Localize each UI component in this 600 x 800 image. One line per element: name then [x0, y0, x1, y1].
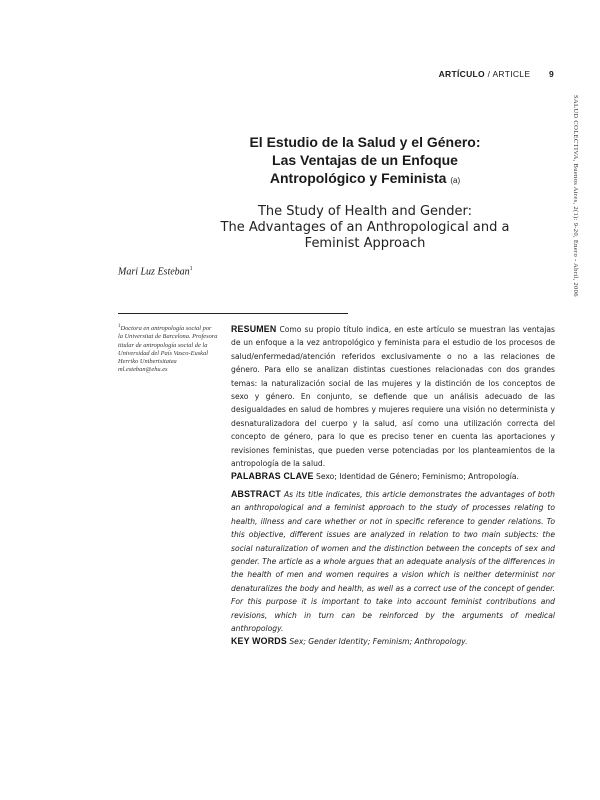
- author-footnote: [118, 323, 218, 374]
- resumen-section: [231, 323, 555, 484]
- abstract-label: ABSTRACT: [231, 489, 281, 499]
- separator-rule: [118, 313, 348, 314]
- title-es-line-3: Antropológico y Feminista: [269, 170, 447, 186]
- abstract-text: As its title indicates, this article demonstrates the advantages of both an anthropological and a feminist approach to the study of processes relating to health, illness and care whether or not in specific reference to gender relations. To this objective, different issues are analyzed in relation to two main subjects: the social naturalization of women and the distinction between the concepts of sex and gender. The article as a whole argues that an adequate analysis of the differences in the health of men and women requires a vision which is neither determinist nor denaturalizes the body and health, as well as a correct use of the concept of gender. For this purpose it is important to take into account feminist contributions and revisions, which in turn can be reinforced by the arguments of medical anthropology.: [231, 490, 555, 634]
- author-footnote-marker: 1: [189, 266, 193, 272]
- title-note-marker: (a): [450, 176, 461, 185]
- title-es-line-2: Las Ventajas de un Enfoque: [272, 152, 458, 168]
- resumen-text: Como su propio título indica, en este artículo se muestran las ventajas de un enfoque a la vez antropológico y feminista para el estudio de los procesos de salud/enfermedad/atención referidos exclusivamente o no a las relaciones de género. Para ello se analizan distintas cuestiones relacionadas con dos grandes temas: la naturalización social de las mujeres y la distinción de los conceptos de sexo y género. En conjunto, se defiende que un análisis adecuado de las desigualdades en salud de hombres y mujeres requiere una visión no determinista y desnaturalizadora del cuerpo y la salud, así como una utilización correcta del concepto de género, para lo que es preciso tener en cuenta las aportaciones y revisiones feministas, que pueden verse potenciadas por los planteamientos de la antropología de la salud.: [231, 325, 555, 469]
- author-name-text: Mari Luz Esteban: [118, 266, 190, 278]
- key-words: [231, 635, 555, 648]
- palabras-clave: [231, 470, 555, 483]
- running-header: [439, 69, 554, 79]
- section-label-es: ARTÍCULO: [438, 69, 485, 79]
- title-spanish: [200, 133, 530, 190]
- abstract-section: [231, 488, 555, 649]
- title-es-line-1: El Estudio de la Salud y el Género:: [249, 134, 481, 150]
- journal-citation-side: SALUD COLECTIVA, Buenos Aires, 2(1): 9-20, Enero - Abril, 2006: [572, 95, 579, 297]
- page-number: 9: [548, 69, 554, 79]
- title-english: [200, 204, 530, 252]
- section-separator: /: [484, 69, 493, 79]
- resumen-label: RESUMEN: [231, 324, 277, 334]
- palabras-clave-label: PALABRAS CLAVE: [231, 471, 314, 482]
- title-en-line-2: The Advantages of an Anthropological and a: [220, 220, 510, 235]
- key-words-label: KEY WORDS: [231, 636, 287, 647]
- title-en-line-3: Feminist Approach: [304, 236, 426, 251]
- author-name: [118, 266, 193, 277]
- footnote-text: Doctora en antropología social por la Universitat de Barcelona. Profesora titular de antropología social de la Universidad del País Vasco-Euskal Herriko Unibertsitatea ml.esteban@ehu.es: [118, 325, 218, 374]
- palabras-clave-text: Sexo; Identidad de Género; Feminismo; Antropología.: [316, 472, 519, 482]
- footnote-marker: 1: [118, 324, 121, 329]
- title-en-line-1: The Study of Health and Gender:: [257, 204, 473, 219]
- section-label-en: ARTICLE: [492, 69, 531, 79]
- key-words-text: Sex; Gender Identity; Feminism; Anthropology.: [289, 637, 468, 647]
